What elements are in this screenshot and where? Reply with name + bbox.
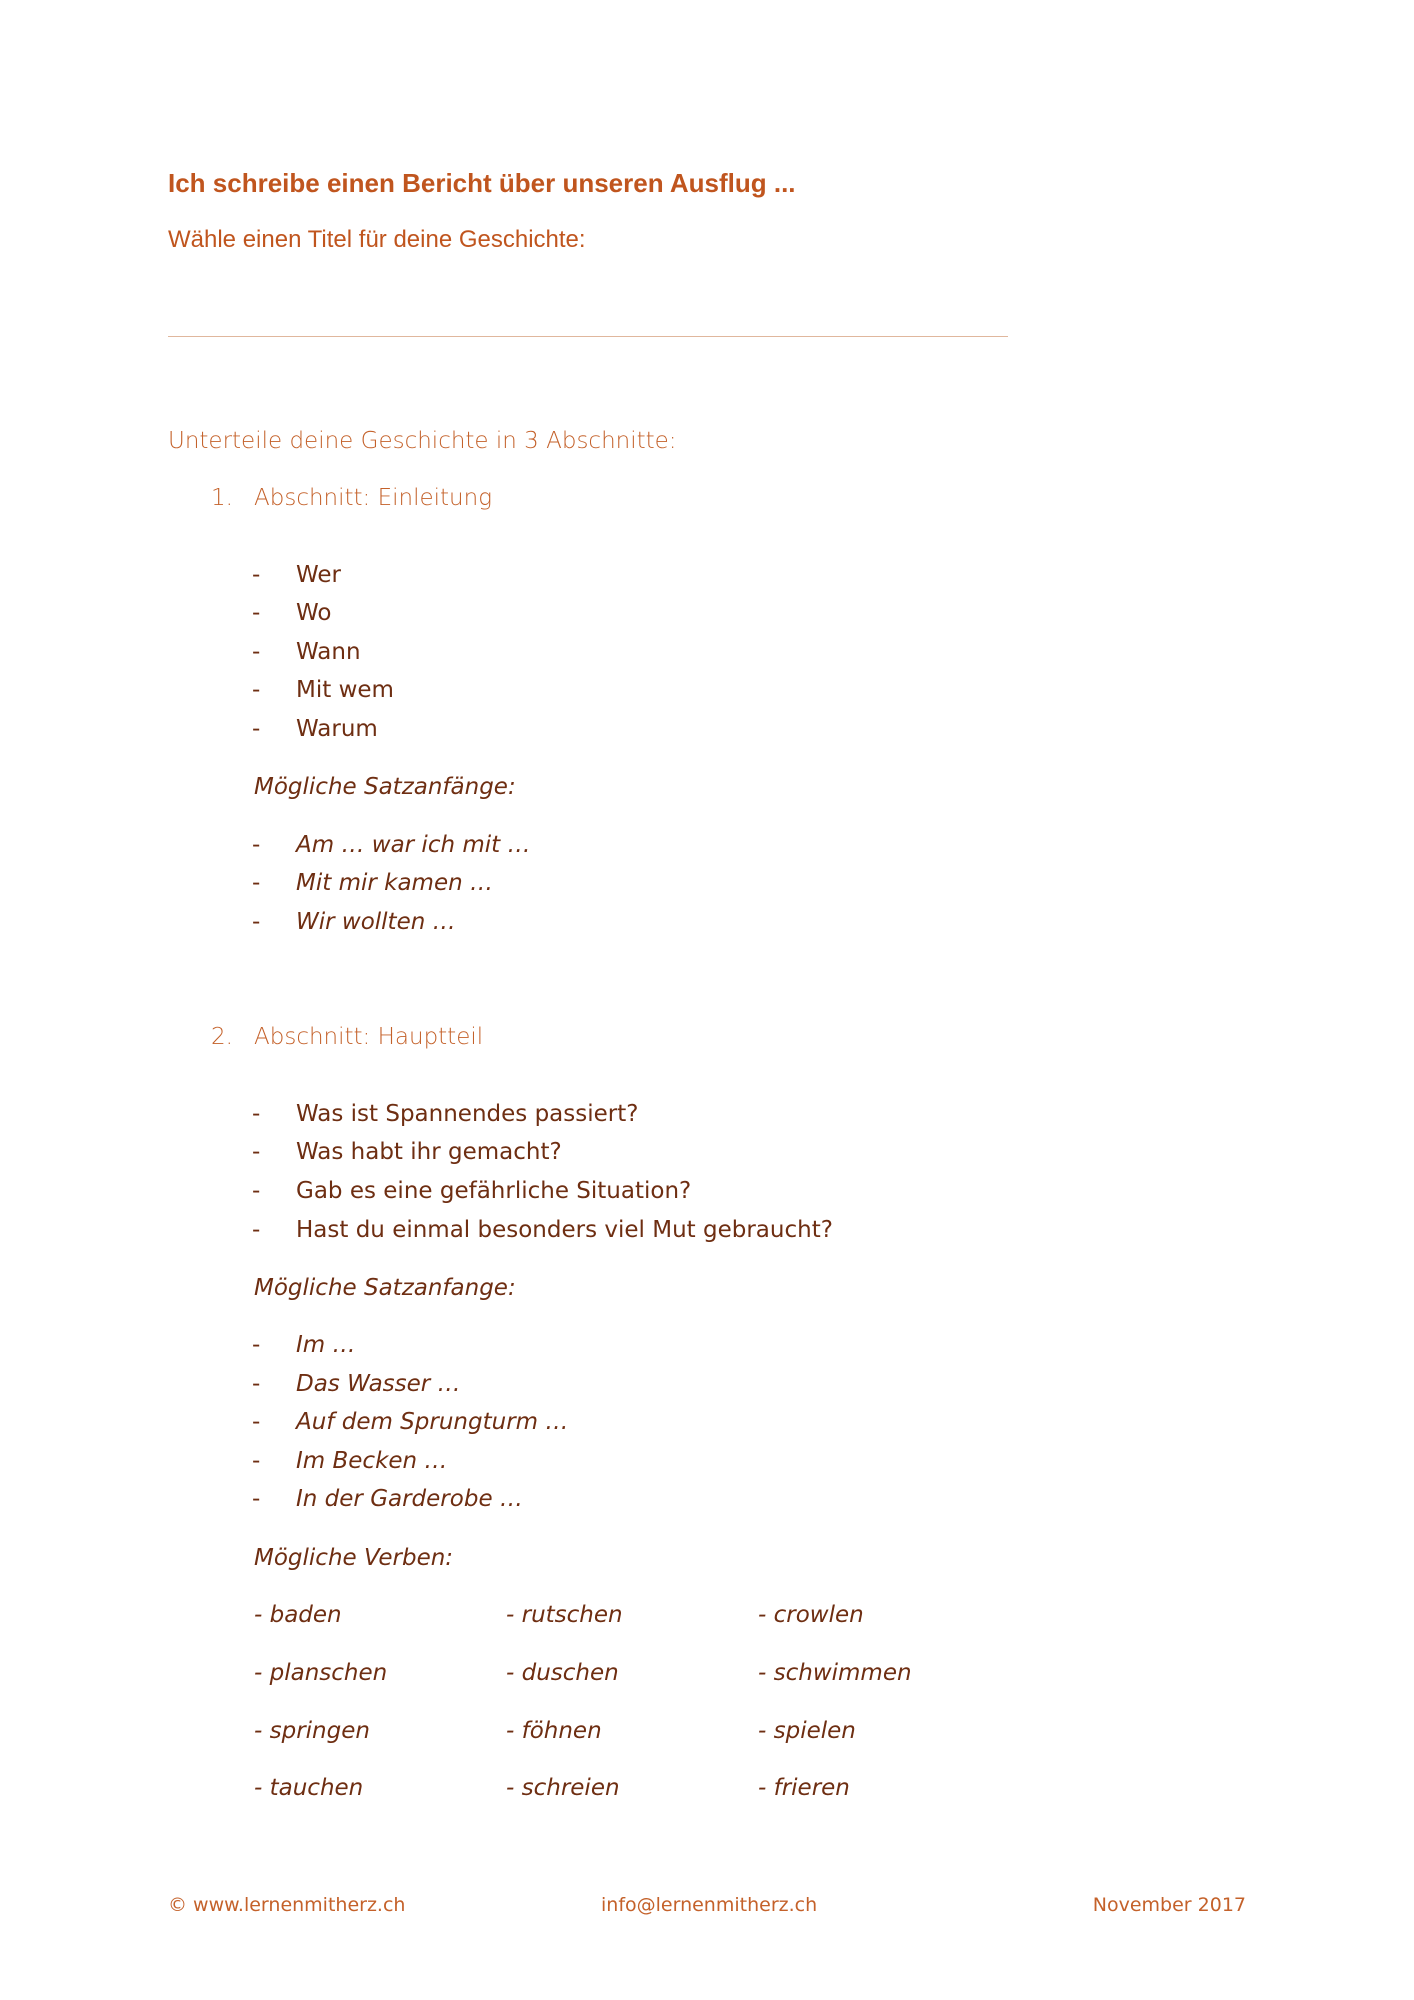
verb-item: - baden [254, 1602, 342, 1628]
list-item: Hast du einmal besonders viel Mut gebraucht? [296, 1217, 833, 1243]
list-dash: - [252, 1139, 261, 1165]
list-item: Das Wasser … [296, 1371, 461, 1397]
page-title: Ich schreibe einen Bericht über unseren Ausflug ... [168, 168, 796, 198]
section1-heading: Abschnitt: Einleitung [254, 485, 493, 511]
list-item: Was ist Spannendes passiert? [296, 1101, 639, 1127]
list-dash: - [252, 909, 261, 935]
verb-item: - schreien [506, 1775, 620, 1801]
verbs-label: Mögliche Verben: [254, 1545, 454, 1571]
list-item: Wann [296, 639, 361, 665]
list-dash: - [252, 1486, 261, 1512]
verb-item: - crowlen [758, 1602, 864, 1628]
list-item: Mit mir kamen … [296, 870, 493, 896]
list-item: Was habt ihr gemacht? [296, 1139, 562, 1165]
verb-item: - springen [254, 1718, 370, 1744]
list-dash: - [252, 562, 261, 588]
list-dash: - [252, 870, 261, 896]
list-item: In der Garderobe … [296, 1486, 523, 1512]
list-item: Im … [296, 1332, 356, 1358]
title-prompt: Wähle einen Titel für deine Geschichte: [168, 226, 586, 253]
list-item: Auf dem Sprungturm … [296, 1409, 569, 1435]
section2-heading: Abschnitt: Hauptteil [254, 1024, 484, 1050]
section1-number: 1. [211, 485, 233, 511]
list-dash: - [252, 716, 261, 742]
section2-starters-label: Mögliche Satzanfange: [254, 1275, 516, 1301]
list-item: Wer [296, 562, 342, 588]
list-dash: - [252, 1371, 261, 1397]
verb-item: - schwimmen [758, 1660, 912, 1686]
list-item: Warum [296, 716, 378, 742]
verb-item: - föhnen [506, 1718, 602, 1744]
verb-item: - duschen [506, 1660, 619, 1686]
list-item: Wo [296, 600, 332, 626]
list-dash: - [252, 1217, 261, 1243]
verb-item: - rutschen [506, 1602, 623, 1628]
list-dash: - [252, 832, 261, 858]
sections-intro: Unterteile deine Geschichte in 3 Abschnitte: [168, 428, 677, 454]
verb-item: - planschen [254, 1660, 388, 1686]
list-item: Mit wem [296, 677, 394, 703]
section2-number: 2. [211, 1024, 233, 1050]
list-item: Gab es eine gefährliche Situation? [296, 1178, 692, 1204]
list-dash: - [252, 1332, 261, 1358]
footer-website: © www.lernenmitherz.ch [168, 1894, 406, 1916]
list-item: Am … war ich mit … [296, 832, 531, 858]
list-dash: - [252, 600, 261, 626]
list-dash: - [252, 1448, 261, 1474]
list-dash: - [252, 1101, 261, 1127]
verb-item: - spielen [758, 1718, 856, 1744]
list-item: Im Becken … [296, 1448, 448, 1474]
verb-item: - frieren [758, 1775, 850, 1801]
list-dash: - [252, 677, 261, 703]
list-dash: - [252, 1178, 261, 1204]
list-item: Wir wollten … [296, 909, 456, 935]
verb-item: - tauchen [254, 1775, 364, 1801]
title-writing-line [168, 336, 1008, 337]
list-dash: - [252, 639, 261, 665]
section1-starters-label: Mögliche Satzanfänge: [254, 774, 516, 800]
footer-email: info@lernenmitherz.ch [601, 1894, 818, 1916]
footer-date: November 2017 [1092, 1894, 1246, 1916]
list-dash: - [252, 1409, 261, 1435]
